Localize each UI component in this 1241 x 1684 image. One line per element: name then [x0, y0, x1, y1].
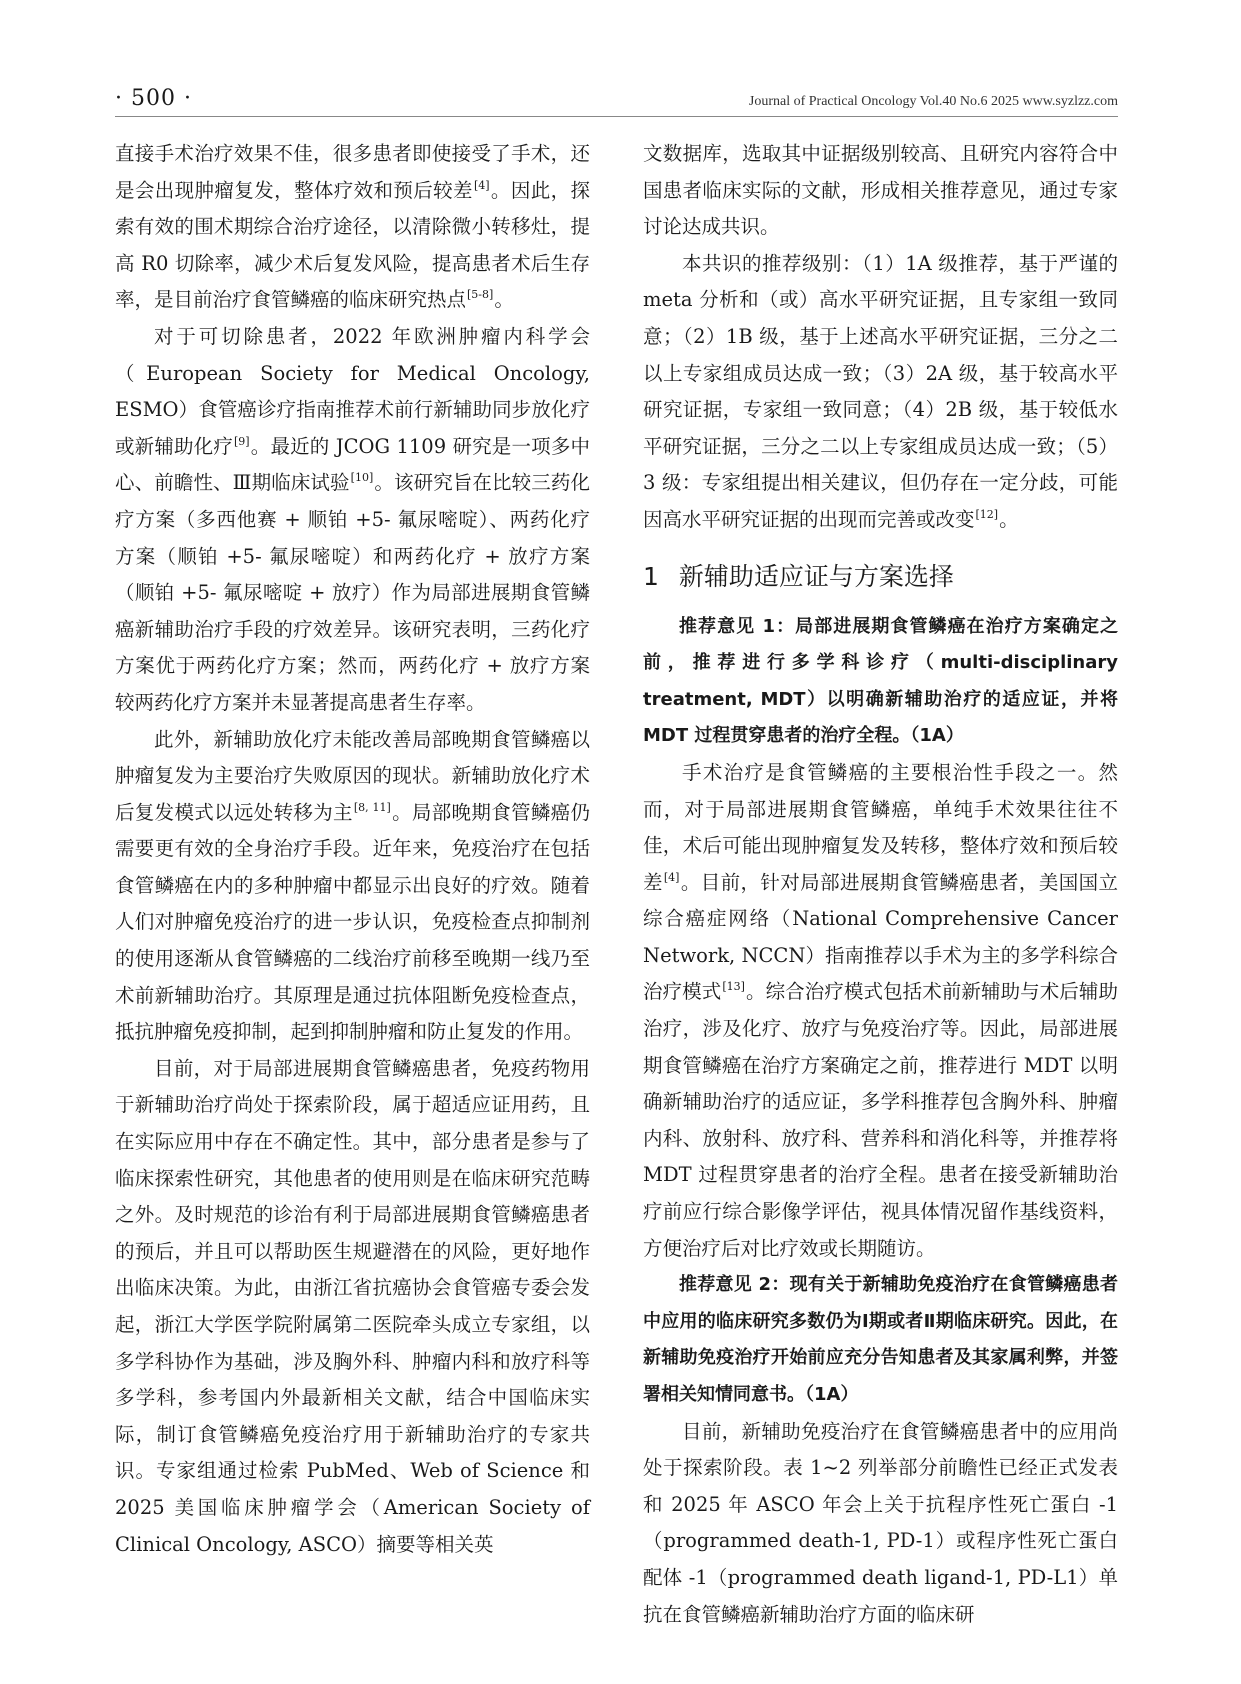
text: 此外，新辅助放化疗未能改善局部晚期食管鳞癌以肿瘤复发为主要治疗失败原因的现状。新辅助放化疗术后复发模式以远处转移为主 [115, 727, 590, 824]
right-column [643, 136, 1118, 1633]
section-title: 新辅助适应证与方案选择 [678, 561, 954, 591]
text: 。综合治疗模式包括术前新辅助与术后辅助治疗，涉及化疗、放疗与免疫治疗等。因此，局部进展期食管鳞癌在治疗方案确定之前，推荐进行 MDT 以明确新辅助治疗的适应证，多学科推荐包含胸外科、肿瘤内科、放射科、放疗科、营养科和消化科等，并推荐将 MDT 过程贯穿患者的治疗全程。患者在接受新辅助治疗前应行综合影像学评估，视具体情况留作基线资料，方便治疗后对比疗效或长期随访。 [643, 980, 1118, 1260]
citation: [4] [663, 870, 680, 884]
text: 。最近的 JCOG 1109 研究是一项多中心、前瞻性、Ⅲ期临床试验 [115, 434, 590, 495]
text: 。该研究旨在比较三药化疗方案（多西他赛 + 顺铂 +5- 氟尿嘧啶）、两药化疗方案（顺铂 +5- 氟尿嘧啶）和两药化疗 + 放疗方案（顺铂 +5- 氟尿嘧啶 + 放疗）作为局部进展期食管鳞癌新辅助治疗手段的疗效差异。该研究表明，三药化疗方案优于两药化疗方案；然而，两药化疗 + 放疗方案较两药化疗方案并未显著提高患者生存率。 [115, 471, 590, 714]
citation: [8, 11] [353, 800, 391, 814]
paragraph [643, 755, 1118, 1267]
text: 。局部晚期食管鳞癌仍需要更有效的全身治疗手段。近年来，免疫治疗在包括食管鳞癌在内的多种肿瘤中都显示出良好的疗效。随着人们对肿瘤免疫治疗的进一步认识，免疫检查点抑制剂的使用逐渐从食管鳞癌的二线治疗前移至晚期一线乃至术前新辅助治疗。其原理是通过抗体阻断免疫检查点，抵抗肿瘤免疫抑制，起到抑制肿瘤和防止复发的作用。 [115, 800, 590, 1044]
page-number: · 500 · [115, 86, 192, 111]
paragraph [115, 319, 590, 722]
text: 。因此，探索有效的围术期综合治疗途径，以清除微小转移灶，提高 R0 切除率，减少术后复发风险，提高患者术后生存率，是目前治疗食管鳞癌的临床研究热点 [115, 178, 590, 312]
header-rule [115, 116, 1118, 117]
paragraph [115, 722, 590, 1051]
text: 对于可切除患者，2022 年欧洲肿瘤内科学会（European Society for Medical Oncology, ESMO）食管癌诊疗指南推荐术前行新辅助同步放化疗或新辅助化疗 [115, 324, 590, 458]
running-header: Journal of Practical Oncology Vol.40 No.6 2025 www.syzlzz.com [748, 94, 1118, 109]
citation: [10] [350, 471, 374, 485]
citation: [9] [234, 434, 250, 448]
recommendation-1: 推荐意见 1：局部进展期食管鳞癌在治疗方案确定之前，推荐进行多学科诊疗（multi-disciplinary treatment, MDT）以明确新辅助治疗的适应证，并将 MDT 过程贯穿患者的治疗全程。（1A） [643, 615, 1118, 747]
citation: [12] [975, 507, 999, 521]
recommendation-2: 推荐意见 2：现有关于新辅助免疫治疗在食管鳞癌患者中应用的临床研究多数仍为Ⅰ期或者Ⅱ期临床研究。因此，在新辅助免疫治疗开始前应充分告知患者及其家属利弊，并签署相关知情同意书。（1A） [643, 1274, 1118, 1405]
citation: [4] [473, 178, 490, 192]
text: 。目前，针对局部进展期食管鳞癌患者，美国国立综合癌症网络（National Comprehensive Cancer Network, NCCN）指南推荐以手术为主的多学科综合治疗模式 [643, 870, 1118, 1004]
text: 本共识的推荐级别：（1）1A 级推荐，基于严谨的 meta 分析和（或）高水平研究证据，且专家组一致同意；（2）1B 级，基于上述高水平研究证据，三分之二以上专家组成员达成一致；（3）2A 级，基于较高水平研究证据，专家组一致同意；（4）2B 级，基于较低水平研究证据，三分之二以上专家组成员达成一致；（5）3 级：专家组提出相关建议，但仍存在一定分歧，可能因高水平研究证据的出现而完善或改变 [643, 251, 1118, 531]
paragraph: 目前，新辅助免疫治疗在食管鳞癌患者中的应用尚处于探索阶段。表 1~2 列举部分前瞻性已经正式发表和 2025 年 ASCO 年会上关于抗程序性死亡蛋白 -1（programmed death-1, PD-1）或程序性死亡蛋白配体 -1（programmed death ligand-1, PD-L1）单抗在食管鳞癌新辅助治疗方面的临床研 [643, 1419, 1118, 1626]
paragraph: 目前，对于局部进展期食管鳞癌患者，免疫药物用于新辅助治疗尚处于探索阶段，属于超适应证用药，且在实际应用中存在不确定性。其中，部分患者是参与了临床探索性研究，其他患者的使用则是在临床研究范畴之外。及时规范的诊治有利于局部进展期食管鳞癌患者的预后，并且可以帮助医生规避潜在的风险，更好地作出临床决策。为此，由浙江省抗癌协会食管癌专委会发起，浙江大学医学院附属第二医院牵头成立专家组，以多学科协作为基础，涉及胸外科、肿瘤内科和放疗科等多学科，参考国内外最新相关文献，结合中国临床实际，制订食管鳞癌免疫治疗用于新辅助治疗的专家共识。专家组通过检索 PubMed、Web of Science 和 2025 美国临床肿瘤学会（American Society of Clinical Oncology, ASCO）摘要等相关英 [115, 1056, 590, 1556]
citation: [13] [722, 980, 745, 994]
text: 。 [999, 507, 1019, 531]
section-number: 1 [643, 561, 659, 591]
section-heading [643, 559, 1118, 595]
text: 手术治疗是食管鳞癌的主要根治性手段之一。然而，对于局部进展期食管鳞癌，单纯手术效果往往不佳，术后可能出现肿瘤复发及转移，整体疗效和预后较差 [643, 760, 1118, 894]
text: 。 [494, 288, 514, 312]
text: 直接手术治疗效果不佳，很多患者即使接受了手术，还是会出现肿瘤复发，整体疗效和预后较差 [115, 142, 590, 202]
paragraph [643, 246, 1118, 539]
paragraph [115, 136, 590, 319]
citation: [5-8] [467, 288, 494, 302]
paragraph: 文数据库，选取其中证据级别较高、且研究内容符合中国患者临床实际的文献，形成相关推荐意见，通过专家讨论达成共识。 [643, 142, 1118, 239]
left-column [115, 136, 590, 1563]
